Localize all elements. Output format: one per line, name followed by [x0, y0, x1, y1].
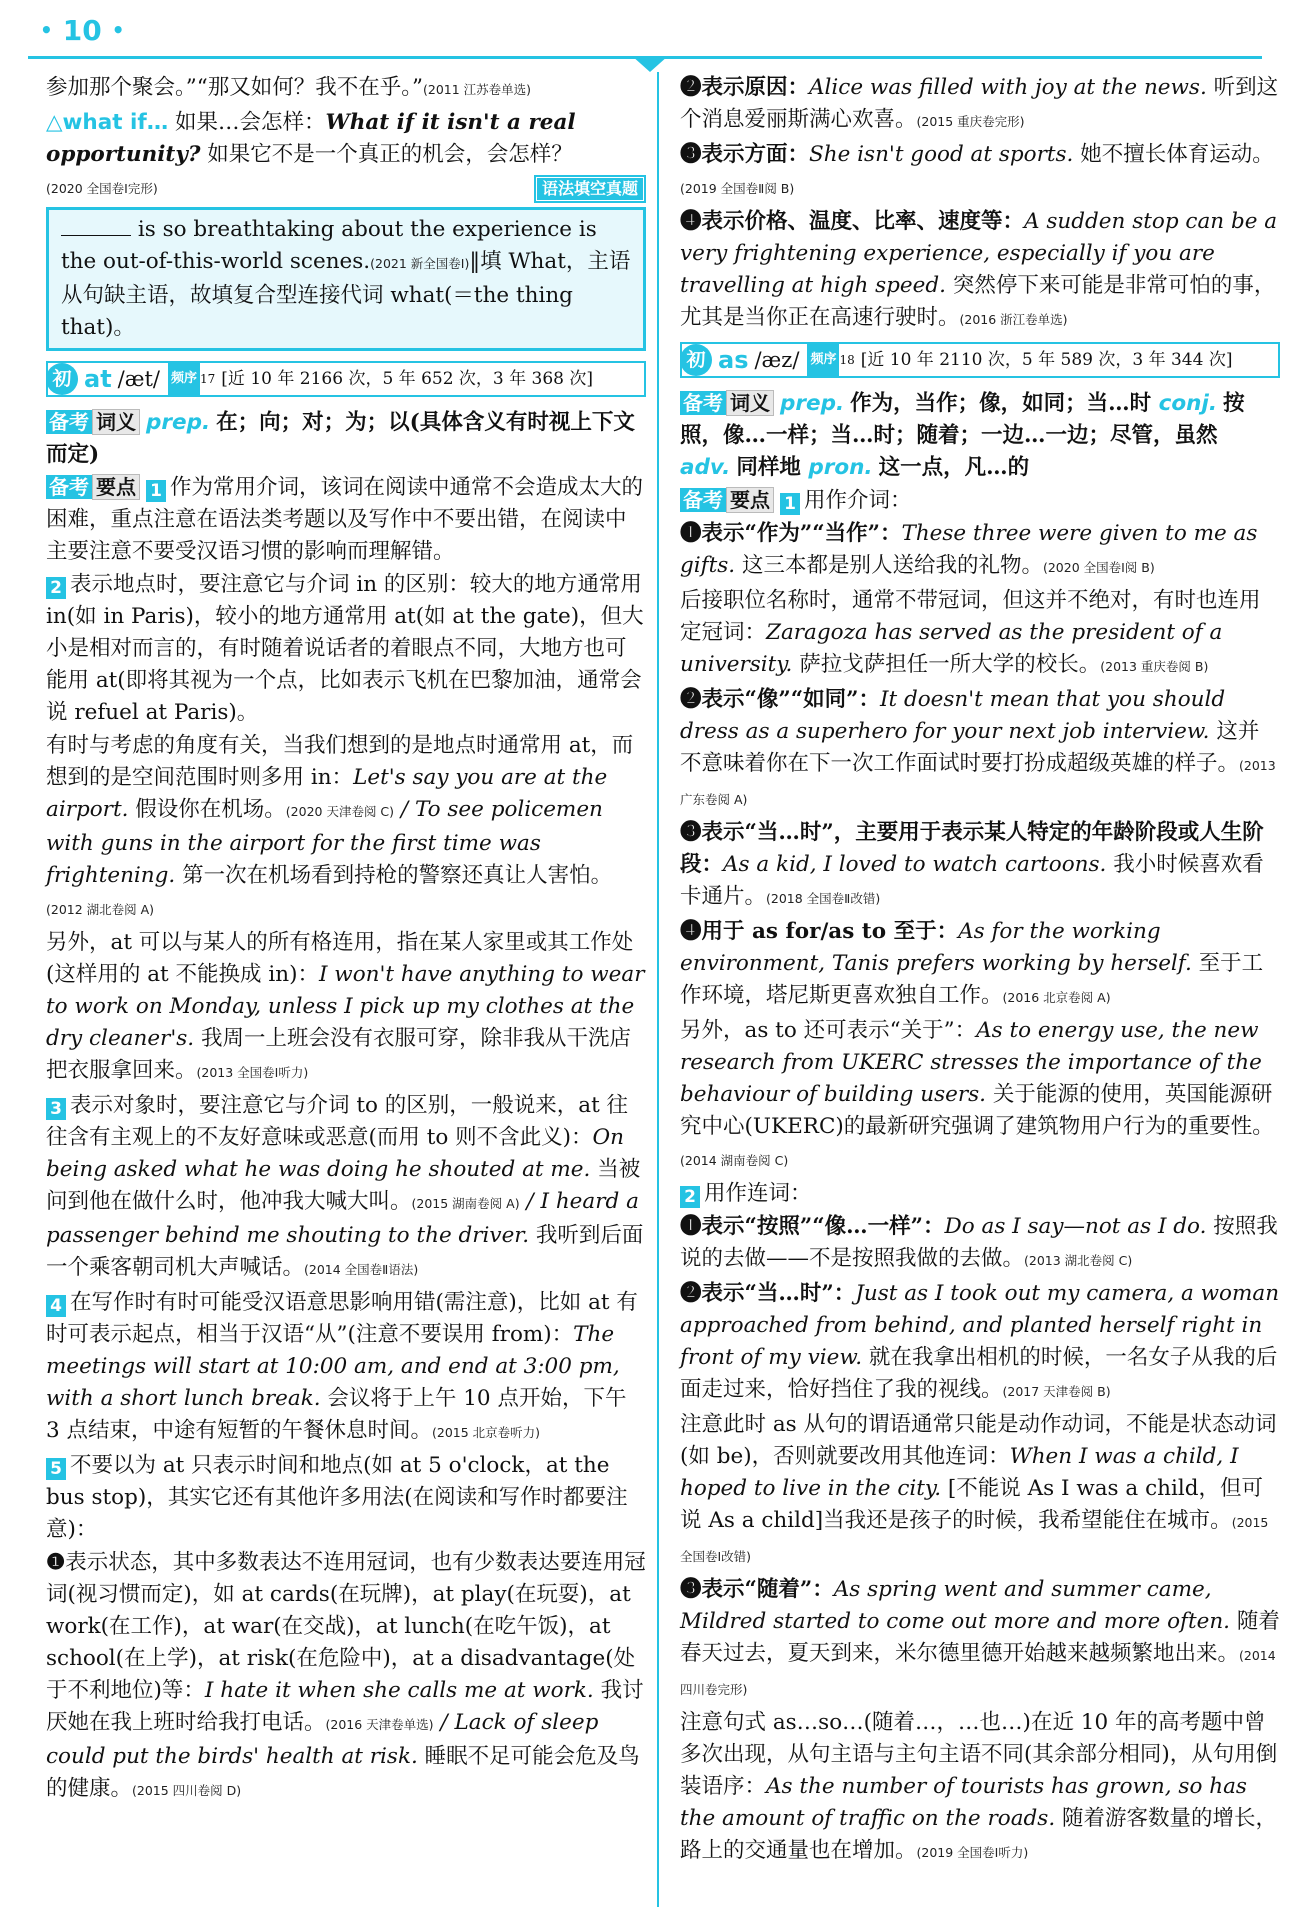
point-2: 2 表示地点时，要注意它与介词 in 的区别：较大的地方通常用 in(如 in Paris)，较小的地方通常用 at(如 at the gate)，但大小是相对而言的，有时随着说话者的着眼点不同，大地方也可能用 at(即将其视为一个点，比如表示飞机在巴黎加油，通常会说 refuel at Paris)。	[46, 572, 644, 725]
sub-point-1: ❶表示状态，其中多数表达不连用冠词，也有少数表达要连用冠词(视习惯而定)，如 at cards(在玩牌)，at play(在玩耍)，at work(在工作)，at war(在交战)，at lunch(在吃午饭)，at school(在上学)，at risk(在危险中)，at a disadvantage(处于不利地位)等：I hate it when she calls me at work. 我讨厌她在我上班时给我打电话。(2016 天津卷单选) / Lack of sleep could put the birds' health at risk. 睡眠不足可能会危及鸟的健康。(2015 四川卷阅 D)	[46, 1550, 646, 1801]
tag-row: (2020 全国卷Ⅰ完形) 语法填空真题	[46, 173, 646, 205]
prep-use-1: ❶表示“作为”“当作”：These three were given to me as gifts. 这三本都是别人送给我的礼物。(2020 全国卷Ⅰ阅 B)	[680, 521, 1258, 578]
conj-use-2: ❷表示“当…时”：Just as I took out my camera, a woman approached from behind, and planted herself right in front of my view. 就在我拿出相机的时候，一名女子从我的后面走过来，恰好挡住了我的视线。(2017 天津卷阅 B)	[680, 1281, 1280, 1402]
header-notch	[632, 56, 668, 72]
freq-label: 频序	[807, 344, 839, 376]
prep-use-4-note: 另外，as to 还可表示“关于”：As to energy use, the new research from UKERC stresses the importance of the behaviour of building users. 关于能源的使用，英国能源研究中心(UKERC)的最新研究强调了建筑物用户行为的重要性。(2014 湖南卷阅 C)	[680, 1018, 1274, 1168]
grammar-fill-tag: 语法填空真题	[534, 175, 646, 203]
prep-use-4: ❹用于 as for/as to 至于：As for the working environment, Tanis prefers working by herself. 至于工作环境，塔尼斯更喜欢独自工作。(2016 北京卷阅 A)	[680, 919, 1264, 1008]
fill-blank-box: is so breathtaking about the experience is the out-of-this-world scenes.(2021 新全国卷Ⅰ)‖填 What，主语从句缺主语，故填复合型连接代词 what(＝the thing that)。	[46, 207, 646, 351]
point-3: 3 表示对象时，要注意它与介词 to 的区别，一般说来，at 往往含有主观上的不友好意味或恶意(而用 to 则不含此义)：On being asked what he was doing he shouted at me. 当被问到他在做什么时，他冲我大喊大叫。(2015 湖南卷阅 A) / I heard a passenger behind me shouting to the driver. 我听到后面一个乘客朝司机大声喊话。(2014 全国卷Ⅱ语法)	[46, 1093, 644, 1280]
phonetic: /æt/	[117, 367, 160, 391]
conj-use-1: ❶表示“按照”“像…一样”：Do as I say—not as I do. 按照我说的去做——不是按照我做的去做。(2013 湖北卷阅 C)	[680, 1214, 1278, 1271]
answer-blank	[61, 215, 131, 236]
headword-bar-at	[46, 361, 646, 397]
points-label: 备考 要点	[680, 487, 774, 513]
group-1: 备考 要点 1 用作介词：	[680, 485, 1280, 517]
headword-bar-as	[680, 342, 1280, 378]
conj-use-2-note: 注意此时 as 从句的谓语通常只能是动作动词，不能是状态动词(如 be)，否则就要改用其他连词：When I was a child, I hoped to live in the city. [不能说 As I was a child，但可说 As a child]当我还是孩子的时候，我希望能住在城市。(2015 全国卷Ⅰ改错)	[680, 1412, 1277, 1564]
prep-use-3: ❸表示“当…时”，主要用于表示某人特定的年龄阶段或人生阶段：As a kid, I loved to watch cartoons. 我小时候喜欢看卡通片。(2018 全国卷Ⅱ改错)	[680, 820, 1264, 909]
headword: at	[84, 365, 112, 393]
intro-line: 参加那个聚会。”“那又如何？我不在乎。”(2011 江苏卷单选)	[46, 75, 532, 100]
sub-point-3: ❸表示方面：She isn't good at sports. 她不擅长体育运动。(2019 全国卷Ⅱ阅 B)	[680, 142, 1274, 196]
definition-label: 备考 词义	[680, 390, 774, 416]
page-number: • 10 •	[40, 14, 125, 47]
sub-point-4: ❹表示价格、温度、比率、速度等：A sudden stop can be a very frightening experience, especially if you are travelling at high speed. 突然停下来可能是非常可怕的事，尤其是当你正在高速行驶时。(2016 浙江卷单选)	[680, 209, 1278, 330]
level-circle: 初	[46, 363, 78, 395]
freq-label: 频序	[168, 363, 200, 395]
point-1: 备考 要点 1 作为常用介词，该词在阅读中通常不会造成太大的困难，重点注意在语法类考题以及写作中不要出错，在阅读中主要注意不要受汉语习惯的影响而理解错。	[46, 475, 644, 564]
phonetic: /æz/	[754, 348, 800, 372]
prep-use-1-note: 后接职位名称时，通常不带冠词，但这并不绝对，有时也连用定冠词：Zaragoza has served as the president of a university. 萨拉戈萨担任一所大学的校长。(2013 重庆卷阅 B)	[680, 588, 1261, 677]
definition: 备考 词义 prep. 在；向；对；为；以(具体含义有时视上下文而定)	[46, 410, 635, 467]
group-2: 2 用作连词：	[680, 1178, 1280, 1210]
right-column	[680, 72, 1280, 1870]
frequency-counts: [近 10 年 2110 次，5 年 589 次，3 年 344 次]	[860, 350, 1233, 370]
point-2-extra: 另外，at 可以与某人的所有格连用，指在某人家里或其工作处(这样用的 at 不能换成 in)：I won't have anything to wear to work on Monday, unless I pick up my clothes at the dry cleaner's. 我周一上班会没有衣服可穿，除非我从干洗店把衣服拿回来。(2013 全国卷Ⅰ听力)	[46, 930, 645, 1083]
headword: as	[718, 346, 749, 374]
definition-label: 备考 词义	[46, 409, 140, 435]
freq-number: 17	[200, 372, 216, 386]
what-if-entry: △what if… 如果…会怎样：What if it isn't a real opportunity? 如果它不是一个真正的机会，会怎样？	[46, 110, 576, 167]
conj-use-3: ❸表示“随着”：As spring went and summer came, Mildred started to come out more and more often. 随着春天过去，夏天到来，米尔德里德开始越来越频繁地出来。(2014 四川卷完形)	[680, 1577, 1280, 1697]
prep-use-2: ❷表示“像”“如同”：It doesn't mean that you should dress as a superhero for your next job interview. 这并不意味着你在下一次工作面试时要打扮成超级英雄的样子。(2013 广东卷阅 A)	[680, 687, 1276, 807]
definition: 备考 词义 prep. 作为，当作；像，如同；当…时 conj. 按照，像…一样；当…时；随着；一边…一边；尽管，虽然 adv. 同样地 pron. 这一点，凡…的	[680, 391, 1245, 480]
conj-use-3-note: 注意句式 as…so…(随着…，…也…)在近 10 年的高考题中曾多次出现，从句主语与主句主语不同(其余部分相同)，从句用倒装语序：As the number of tourists has grown, so has the amount of traffic on the roads. 随着游客数量的增长，路上的交通量也在增加。(2019 全国卷Ⅰ听力)	[680, 1710, 1278, 1863]
column-divider	[657, 72, 659, 1907]
level-circle: 初	[680, 344, 712, 376]
sub-point-2: ❷表示原因：Alice was filled with joy at the news. 听到这个消息爱丽斯满心欢喜。(2015 重庆卷完形)	[680, 75, 1279, 132]
left-column	[46, 72, 646, 1808]
point-2-note: 有时与考虑的角度有关，当我们想到的是地点时通常用 at，而想到的是空间范围时则多用 in：Let's say you are at the airport. 假设你在机场。(2020 天津卷阅 C) / To see policemen with guns in the airport for the first time was frightening. 第一次在机场看到持枪的警察还真让人害怕。(2012 湖北卷阅 A)	[46, 733, 634, 917]
point-4: 4 在写作时有时可能受汉语意思影响用错(需注意)，比如 at 有时可表示起点，相当于汉语“从”(注意不要误用 from)：The meetings will start at 10:00 am, and end at 3:00 pm, with a short lunch break. 会议将于上午 10 点开始，下午 3 点结束，中途有短暂的午餐休息时间。(2015 北京卷听力)	[46, 1290, 638, 1443]
points-label: 备考 要点	[46, 474, 140, 500]
frequency-counts: [近 10 年 2166 次，5 年 652 次，3 年 368 次]	[221, 369, 594, 389]
freq-number: 18	[839, 353, 855, 367]
point-5: 5 不要以为 at 只表示时间和地点(如 at 5 o'clock，at the bus stop)，其实它还有其他许多用法(在阅读和写作时都要注意)：	[46, 1453, 628, 1542]
page-header	[0, 0, 1302, 62]
